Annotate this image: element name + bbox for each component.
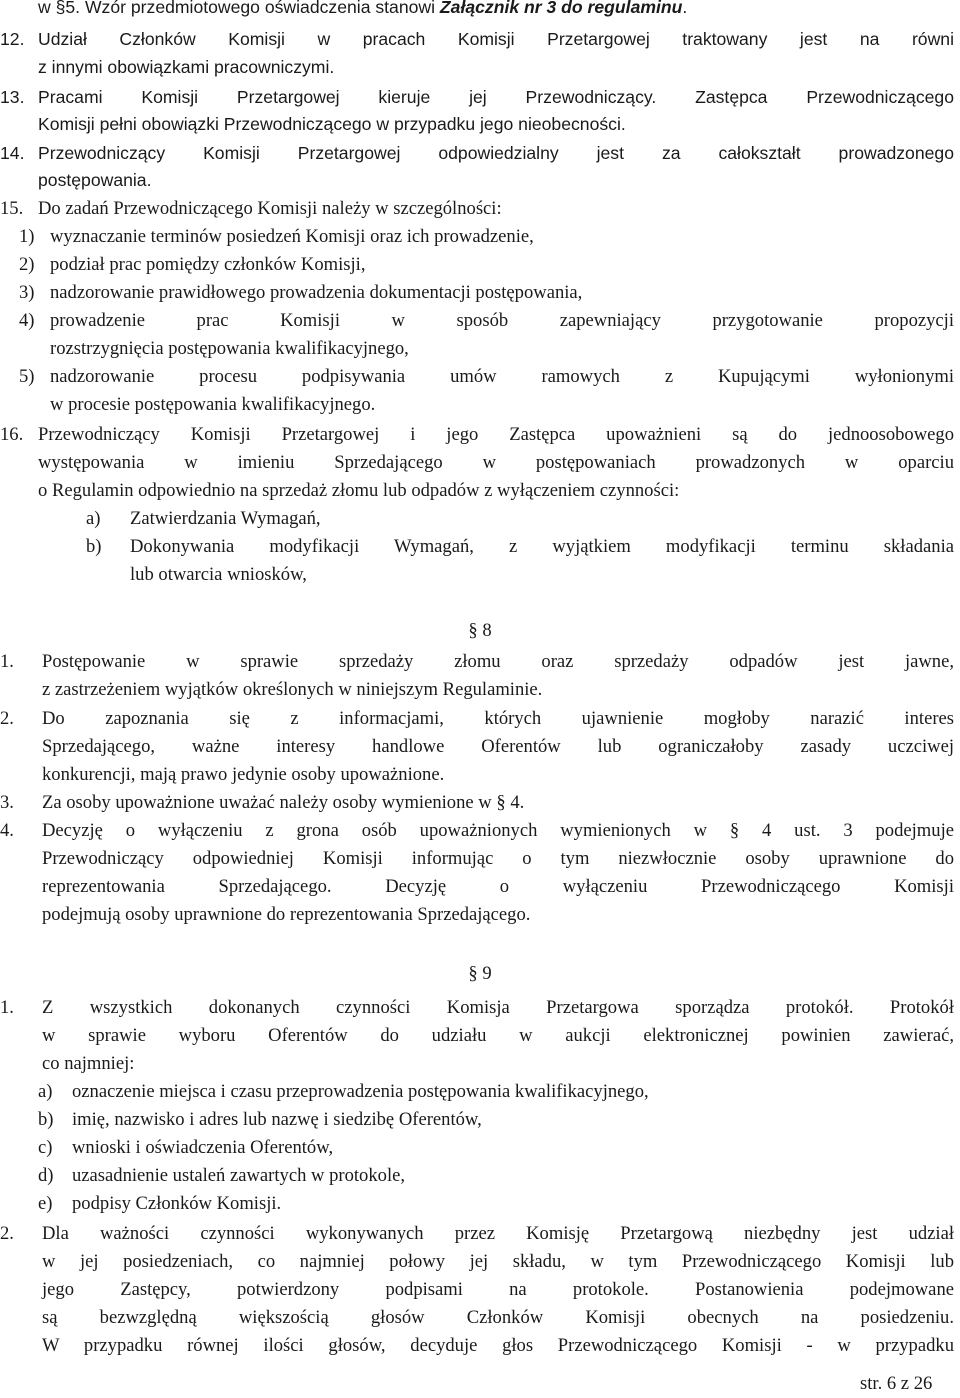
paragraph-text: Do zadań Przewodniczącego Komisji należy w szczególności: — [38, 198, 502, 219]
paragraph-16-line-1 — [0, 423, 960, 447]
paragraph-text: Przewodniczący Komisji Przetargowej i jego Zastępca upoważnieni są do jednoosobowego — [38, 424, 954, 445]
paragraph-13-line-2 — [0, 112, 960, 136]
list-text: wnioski i oświadczenia Oferentów, — [72, 1137, 334, 1158]
paragraph-text: jego Zastępcy, potwierdzony podpisami na protokole. Postanowienia podejmowane — [42, 1279, 954, 1300]
s9-point-1-line-1 — [0, 996, 960, 1020]
s8-point-4-line-2 — [0, 847, 960, 871]
paragraph-text: o Regulamin odpowiednio na sprzedaż złomu lub odpadów z wyłączeniem czynności: — [38, 480, 680, 501]
paragraph-text: podejmują osoby uprawnione do reprezentowania Sprzedającego. — [42, 904, 531, 925]
s8-point-1-line-2 — [0, 678, 960, 702]
list-text: Dokonywania modyfikacji Wymagań, z wyjątkiem modyfikacji terminu składania — [130, 536, 954, 557]
paragraph-14-line-2 — [0, 168, 960, 192]
paragraph-text: postępowania. — [38, 170, 152, 190]
paragraph-number: 4. — [0, 820, 14, 841]
list-text: podpisy Członków Komisji. — [72, 1193, 282, 1214]
paragraph-text: z zastrzeżeniem wyjątków określonych w niniejszym Regulaminie. — [42, 679, 543, 700]
list-item-continuation — [0, 563, 960, 587]
list-item — [0, 281, 960, 305]
s8-point-3 — [0, 791, 960, 815]
list-letter: a) — [86, 508, 101, 529]
section-heading — [0, 619, 960, 643]
paragraph-text: Sprzedającego, ważne interesy handlowe Oferentów lub ograniczałoby zasady uczciwej — [42, 736, 954, 757]
list-number: 3) — [19, 282, 35, 303]
paragraph-text: Pracami Komisji Przetargowej kieruje jej Przewodniczący. Zastępca Przewodniczącego — [38, 87, 954, 107]
paragraph-text: W przypadku równej ilości głosów, decyduje głos Przewodniczącego Komisji - w przypadku — [42, 1335, 954, 1356]
s9-point-2-line-5 — [0, 1334, 960, 1358]
paragraph-number: 1. — [0, 997, 14, 1018]
paragraph-text: konkurencji, mają prawo jedynie osoby upoważnione. — [42, 764, 445, 785]
paragraph-text: reprezentowania Sprzedającego. Decyzję o wyłączeniu Przewodniczącego Komisji — [42, 876, 954, 897]
paragraph-text: Przewodniczący Komisji Przetargowej odpowiedzialny jest za całokształt prowadzonego — [38, 143, 954, 163]
paragraph-14-line-1 — [0, 141, 960, 165]
list-number: 4) — [19, 310, 35, 331]
s8-point-2-line-1 — [0, 707, 960, 731]
s8-point-2-line-3 — [0, 763, 960, 787]
paragraph-text: Przewodniczący odpowiedniej Komisji informując o tym niezwłocznie osoby uprawnione do — [42, 848, 954, 869]
paragraph-text: Do zapoznania się z informacjami, których ujawnienie mogłoby narazić interes — [42, 708, 954, 729]
list-text: nadzorowanie prawidłowego prowadzenia dokumentacji postępowania, — [50, 282, 583, 303]
paragraph-text: Decyzję o wyłączeniu z grona osób upoważnionych wymienionych w § 4 ust. 3 podejmuje — [42, 820, 954, 841]
list-text: podział prac pomiędzy członków Komisji, — [50, 254, 366, 275]
list-text: wyznaczanie terminów posiedzeń Komisji oraz ich prowadzenie, — [50, 226, 534, 247]
list-item-continuation — [0, 337, 960, 361]
paragraph-number: 14. — [0, 143, 25, 163]
list-text: Zatwierdzania Wymagań, — [130, 508, 321, 529]
page-footer — [0, 1372, 960, 1396]
paragraph-text: z innymi obowiązkami pracowniczymi. — [38, 57, 335, 77]
list-item — [0, 309, 960, 333]
list-letter: b) — [38, 1109, 54, 1130]
text: . — [682, 0, 688, 17]
list-text: uzasadnienie ustaleń zawartych w protokole, — [72, 1165, 406, 1186]
paragraph-text: występowania w imieniu Sprzedającego w postępowaniach prowadzonych w oparciu — [38, 452, 954, 473]
paragraph-text: w jej posiedzeniach, co najmniej połowy jej składu, w tym Przewodniczącego Komisji lub — [42, 1251, 954, 1272]
s8-point-4-line-3 — [0, 875, 960, 899]
paragraph-text: w sprawie wyboru Oferentów do udziału w aukcji elektronicznej powinien zawierać, — [42, 1025, 954, 1046]
page-number: str. 6 z 26 — [860, 1373, 933, 1394]
list-item — [0, 507, 960, 531]
list-text: oznaczenie miejsca i czasu przeprowadzenia postępowania kwalifikacyjnego, — [72, 1081, 649, 1102]
s8-point-1-line-1 — [0, 650, 960, 674]
paragraph-number: 16. — [0, 424, 24, 445]
paragraph-12-line-1 — [0, 27, 960, 51]
text: w §5. Wzór przedmiotowego oświadczenia stanowi — [38, 0, 440, 17]
s9-point-2-line-2 — [0, 1250, 960, 1274]
line-attachment-ref — [0, 0, 960, 19]
paragraph-12-line-2 — [0, 55, 960, 79]
list-item — [0, 1164, 960, 1188]
section-heading-text: § 9 — [468, 963, 492, 984]
list-item — [0, 365, 960, 389]
list-letter: e) — [38, 1193, 53, 1214]
list-item — [0, 1080, 960, 1104]
list-number: 1) — [19, 226, 35, 247]
list-item — [0, 1108, 960, 1132]
paragraph-number: 2. — [0, 708, 14, 729]
paragraph-number: 2. — [0, 1223, 14, 1244]
s8-point-2-line-2 — [0, 735, 960, 759]
list-item — [0, 225, 960, 249]
paragraph-15-intro — [0, 197, 960, 221]
list-text: prowadzenie prac Komisji w sposób zapewniający przygotowanie propozycji — [50, 310, 954, 331]
paragraph-number: 3. — [0, 792, 14, 813]
s9-point-1-line-2 — [0, 1024, 960, 1048]
list-item — [0, 253, 960, 277]
paragraph-number: 12. — [0, 29, 25, 49]
paragraph-text: Komisji pełni obowiązki Przewodniczącego w przypadku jego nieobecności. — [38, 114, 626, 134]
list-letter: c) — [38, 1137, 53, 1158]
s8-point-4-line-1 — [0, 819, 960, 843]
paragraph-number: 13. — [0, 87, 25, 107]
paragraph-13-line-1 — [0, 85, 960, 109]
list-item — [0, 1136, 960, 1160]
paragraph-number: 1. — [0, 651, 14, 672]
list-item-continuation — [0, 393, 960, 417]
section-heading-text: § 8 — [468, 620, 492, 641]
section-heading — [0, 962, 960, 986]
list-number: 5) — [19, 366, 35, 387]
list-text: rozstrzygnięcia postępowania kwalifikacyjnego, — [50, 338, 409, 359]
paragraph-text: Z wszystkich dokonanych czynności Komisja Przetargowa sporządza protokół. Protokół — [42, 997, 954, 1018]
emphasis: Załącznik nr 3 do regulaminu — [439, 0, 683, 17]
list-item — [0, 535, 960, 559]
paragraph-number: 15. — [0, 198, 24, 219]
list-letter: b) — [86, 536, 102, 557]
list-item — [0, 1192, 960, 1216]
paragraph-text: co najmniej: — [42, 1053, 135, 1074]
paragraph-text: Dla ważności czynności wykonywanych przez Komisję Przetargową niezbędny jest udział — [42, 1223, 954, 1244]
list-text: imię, nazwisko i adres lub nazwę i siedzibę Oferentów, — [72, 1109, 482, 1130]
paragraph-text: Postępowanie w sprawie sprzedaży złomu oraz sprzedaży odpadów jest jawne, — [42, 651, 954, 672]
list-text: lub otwarcia wniosków, — [130, 564, 307, 585]
paragraph-16-line-3 — [0, 479, 960, 503]
list-text: w procesie postępowania kwalifikacyjnego. — [50, 394, 376, 415]
s9-point-1-line-3 — [0, 1052, 960, 1076]
list-number: 2) — [19, 254, 35, 275]
paragraph-16-line-2 — [0, 451, 960, 475]
list-letter: a) — [38, 1081, 53, 1102]
list-letter: d) — [38, 1165, 54, 1186]
s9-point-2-line-3 — [0, 1278, 960, 1302]
s8-point-4-line-4 — [0, 903, 960, 927]
list-text: nadzorowanie procesu podpisywania umów ramowych z Kupującymi wyłonionymi — [50, 366, 954, 387]
s9-point-2-line-1 — [0, 1222, 960, 1246]
paragraph-text: Za osoby upoważnione uważać należy osoby wymienione w § 4. — [42, 792, 525, 813]
paragraph-text: są bezwzględną większością głosów Członków Komisji obecnych na posiedzeniu. — [42, 1307, 954, 1328]
s9-point-2-line-4 — [0, 1306, 960, 1330]
paragraph-text: Udział Członków Komisji w pracach Komisji Przetargowej traktowany jest na równi — [38, 29, 954, 49]
